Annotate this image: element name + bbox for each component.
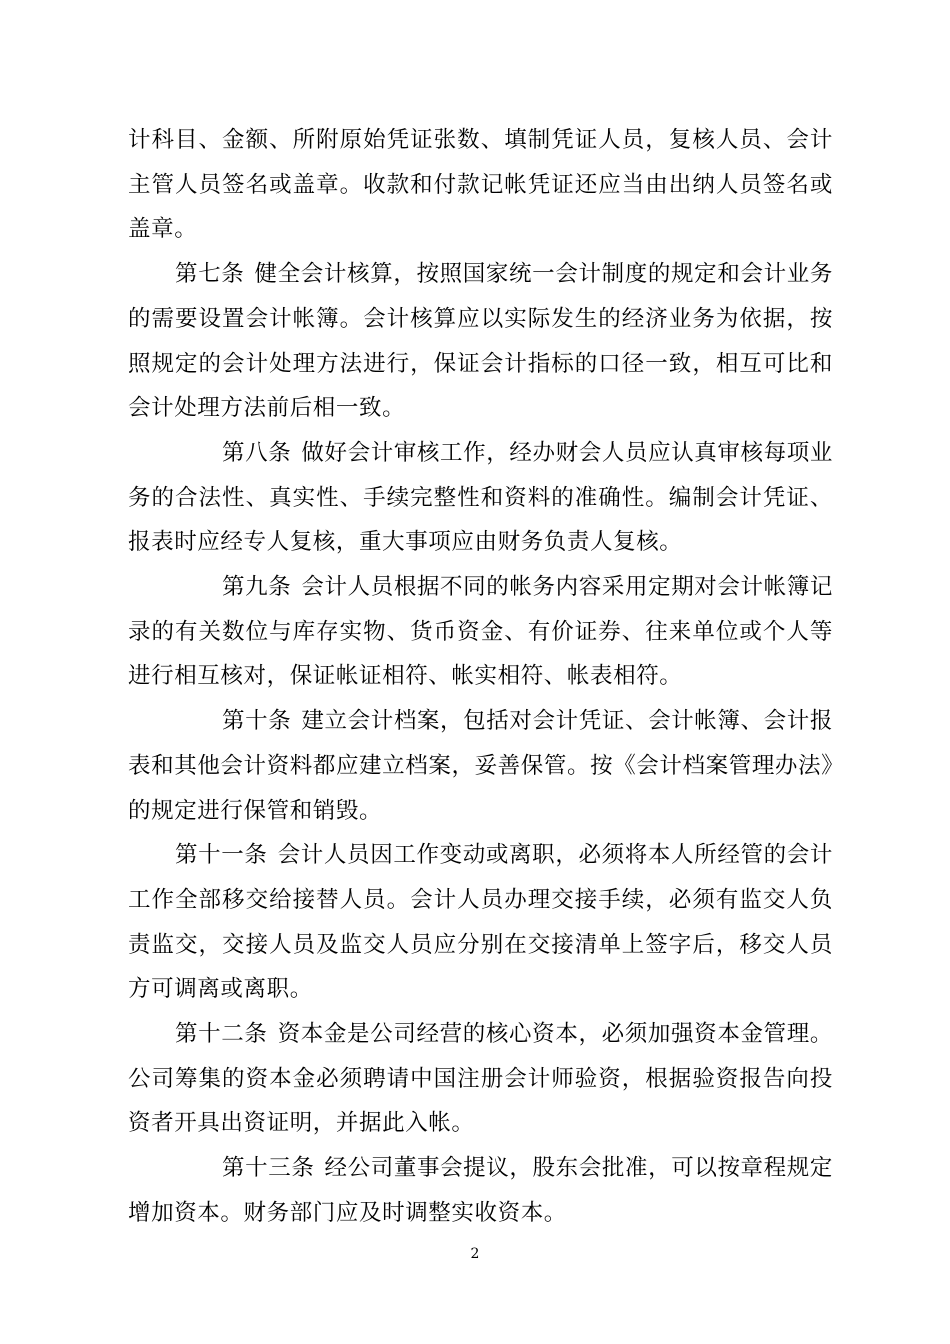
paragraph-continuation [128, 118, 833, 252]
article-heading: 第八条 [222, 439, 292, 466]
article-8 [128, 431, 833, 565]
article-heading: 第十条 [222, 708, 292, 735]
article-text: 会计人员因工作变动或离职，必须将本人所经管的会计工作全部移交给接替人员。会计人员办理交接手续，必须有监交人负责监交，交接人员及监交人员应分别在交接清单上签字后，移交人员方可调离或离职。 [128, 842, 833, 1003]
article-text: 资本金是公司经营的核心资本，必须加强资本金管理。公司筹集的资本金必须聘请中国注册会计师验资，根据验资报告向投资者开具出资证明，并据此入帐。 [128, 1021, 833, 1137]
article-13 [128, 1146, 833, 1235]
article-9 [128, 565, 833, 699]
article-heading: 第十一条 [175, 842, 268, 869]
document-body [128, 118, 833, 1236]
article-12 [128, 1012, 833, 1146]
article-text: 做好会计审核工作，经办财会人员应认真审核每项业务的合法性、真实性、手续完整性和资料的准确性。编制会计凭证、报表时应经专人复核，重大事项应由财务负责人复核。 [128, 439, 833, 556]
article-10 [128, 699, 833, 833]
article-11 [128, 833, 833, 1012]
article-heading: 第十三条 [222, 1155, 315, 1182]
paragraph-text: 计科目、金额、所附原始凭证张数、填制凭证人员，复核人员、会计主管人员签名或盖章。收款和付款记帐凭证还应当由出纳人员签名或盖章。 [128, 127, 833, 243]
article-7 [128, 252, 833, 431]
article-heading: 第九条 [222, 574, 292, 601]
article-text: 健全会计核算，按照国家统一会计制度的规定和会计业务的需要设置会计帐簿。会计核算应以实际发生的经济业务为依据，按照规定的会计处理方法进行，保证会计指标的口径一致，相互可比和会计处理方法前后相一致。 [128, 261, 833, 422]
article-text: 经公司董事会提议，股东会批准，可以按章程规定增加资本。财务部门应及时调整实收资本。 [128, 1155, 834, 1226]
article-heading: 第十二条 [175, 1021, 268, 1048]
article-text: 建立会计档案，包括对会计凭证、会计帐簿、会计报表和其他会计资料都应建立档案，妥善保管。按《会计档案管理办法》的规定进行保管和销毁。 [128, 708, 833, 824]
article-heading: 第七条 [175, 261, 245, 288]
article-text: 会计人员根据不同的帐务内容采用定期对会计帐簿记录的有关数位与库存实物、货币资金、有价证券、往来单位或个人等进行相互核对，保证帐证相符、帐实相符、帐表相符。 [128, 574, 833, 690]
page-number: 2 [470, 1246, 480, 1262]
